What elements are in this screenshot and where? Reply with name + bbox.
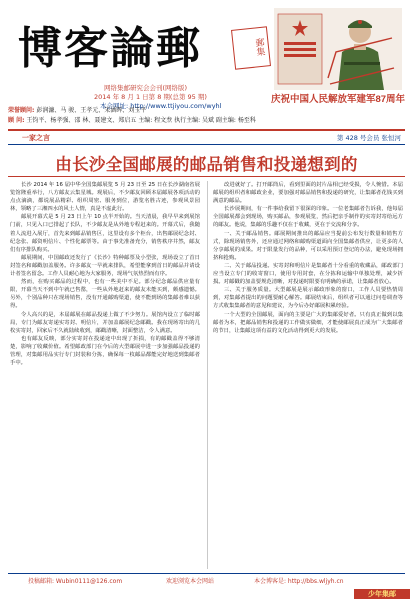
paragraph: 改进就好了。打开邮筒后，看到里面的封片品相已经受损，令人惋惜。本届邮展的组织者和邮政企业，要加强对邮品销售和投递的研究，让集邮者花钱买到满意的邮品。 (213, 182, 403, 205)
credits-value: 王钧平、杨孝强、邵 林、聂建文、郑启五 主编: 程文焘 执行主编: 吴斌 副主编: 杨至科 (26, 117, 256, 124)
corner-badge: 少年集邮 (354, 589, 410, 599)
anniversary-banner: 庆祝中国人民解放军建军87周年 (270, 94, 406, 105)
paragraph: 也有邮友反映，部分实寄封在投递途中出现了折损，有的邮戳盖得不够清楚，影响了收藏价值。希望邮政部门在今后的大型邮展中进一步加强邮品投递的管理，对集邮用品实行专门封装和分拣，确保每一枚邮品都能完好地送到集邮者手中。 (10, 335, 200, 367)
credits-label: 荣誉顾问: (8, 107, 35, 114)
paragraph: 然而，在购买邮品的过程中，也有一些美中不足。部分纪念邮品供应量有限，开幕当天不到中午就已售罄，一些从外地赶来的邮友未能买到，颇感遗憾。另外，个别品种只在现场销售，没有开通邮购渠道，使不能到场的集邮者难以获得。 (10, 279, 200, 310)
organization-line: 网络集邮研究会会刊(网络版) (104, 84, 188, 92)
column-divider (207, 181, 208, 569)
section-bar (8, 132, 405, 144)
divider-footer (8, 573, 405, 574)
divider-blue (8, 144, 405, 145)
website-welcome-link[interactable]: 欢迎浏览本会网站 (166, 578, 215, 585)
paragraph: 邮展期间，中国邮政还发行了《长沙》特种邮票及小型张，现场设立了首日封签名和邮戳加盖服务。许多邮友一早就来排队，希望能拿到首日的邮品并请设计者签名留念。工作人员耐心地为大家服务，现场气氛热烈而有序。 (10, 254, 200, 278)
section-name: 一家之言 (22, 134, 50, 142)
author-line: 第 428 号会员 张恒河 (336, 134, 401, 142)
article-column-right (213, 181, 403, 569)
article-column-left (10, 181, 200, 569)
paragraph: 一、关于邮品销售。邮展期间推出的邮品应当提前公布发行数量和销售方式，除现场销售外，还应通过网络和邮购渠道面向全国集邮者供应，让更多的人分享邮展的成果。对于限量发行的品种，可以采用预订登记的办法，避免现场拥挤和抢购。 (213, 230, 403, 261)
newsletter-title: 博客論郵 (18, 23, 202, 74)
paragraph: 一个大型的全国邮展，面向的主要是广大的集邮爱好者。只有真正做到以集邮者为本，把邮品销售和投递的工作做实做细，才能使邮展真正成为广大集邮者的节日，让集邮这项有益的文化活动得到更大的发展。 (213, 311, 403, 334)
issue-date-line: 2014 年 8 月 1 日第 8 期(总第 95 期) (94, 93, 207, 101)
credits-value: 彭润濂、马 骏、王孝元、宋涵晖、刘玉平 (36, 107, 147, 114)
commemorative-stamp-image (274, 8, 402, 90)
article-headline: 由长沙全国邮展的邮品销售和投递想到的 (55, 155, 358, 174)
footer (8, 576, 405, 588)
seal-stamp: 郵集 (231, 26, 271, 70)
article-body (10, 181, 403, 569)
website-line: 本会网址: http://www.ttjiyou.com/wyhl (100, 102, 222, 110)
paragraph: 令人高兴的是，本届邮展在邮品投递上做了不少努力。展馆内设立了临时邮局，专门为邮友寄递实寄封、明信片，并加盖邮展纪念邮戳。我在现场寄出的几枚实寄封，回家后不久就陆续收到，邮戳清晰，封面整洁，令人满意。 (10, 311, 200, 334)
credits-block (8, 106, 405, 126)
soldier-illustration-icon (274, 8, 402, 90)
paragraph: 长沙展期间，有一件事给我留下很深的印象。一位老集邮者告诉我，他每届全国邮展都会到现场，购买邮品，参观展览，然后把亲手制作的实寄封寄给远方的邮友。他说，集邮的乐趣不仅在于收藏，更在于交流和分享。 (213, 206, 403, 229)
blog-url-link[interactable]: 本会博客是: http://bbs.wljyh.cn (254, 578, 344, 585)
divider-red (8, 129, 405, 131)
divider-headline (8, 176, 405, 177)
paragraph: 邮展开幕式是 5 月 23 日上午 10 点半开始的。当天清晨，我早早来到展馆门前，只见入口已排起了长队，不少邮友是从外地专程赶来的。开幕式后，我随着人流进入展厅，首先来到邮品销售区，这里设有多个柜台，出售邮展纪念封、纪念张、邮资明信片、个性化邮票等。由于事先准备充分，销售秩序井然，邮友们有序排队购买。 (10, 214, 200, 253)
paragraph: 三、关于服务质量。大型邮展是展示邮政形象的窗口，工作人员要热情周到，对集邮者提出的问题要耐心解答。邮展结束后，组织者可以通过问卷调查等方式收集集邮者的意见和建议，为今后办好邮展积累经验。 (213, 287, 403, 310)
submission-email-link[interactable]: 投稿邮箱: Wubin0111@126.com (28, 578, 123, 585)
credits-row-advisors (8, 116, 405, 126)
paragraph: 二、关于邮品投递。实寄封和明信片是集邮者十分看重的收藏品，邮政部门应当设立专门的收寄窗口，使用专用封套，在分拣和运输中单独处理，减少折损。对邮戳的加盖要规范清晰，对投递时限要有明确的承诺，让集邮者放心。 (213, 262, 403, 286)
credits-label: 顾 问: (8, 117, 25, 124)
credits-row-honorary (8, 106, 405, 116)
paragraph: 长沙 2014 年 16 届中华全国集邮展览 5 月 23 日至 25 日在长沙湖南省展览馆隆重举行，八方邮友云集星城。观展后，不少邮友回顾本届邮展各项活动的点点滴滴，都说展品精彩、组织周密、服务到位，游览名胜古迹，参观风景园林，领略了三湘四水的风土人情，真是不虚此行。 (10, 182, 200, 213)
